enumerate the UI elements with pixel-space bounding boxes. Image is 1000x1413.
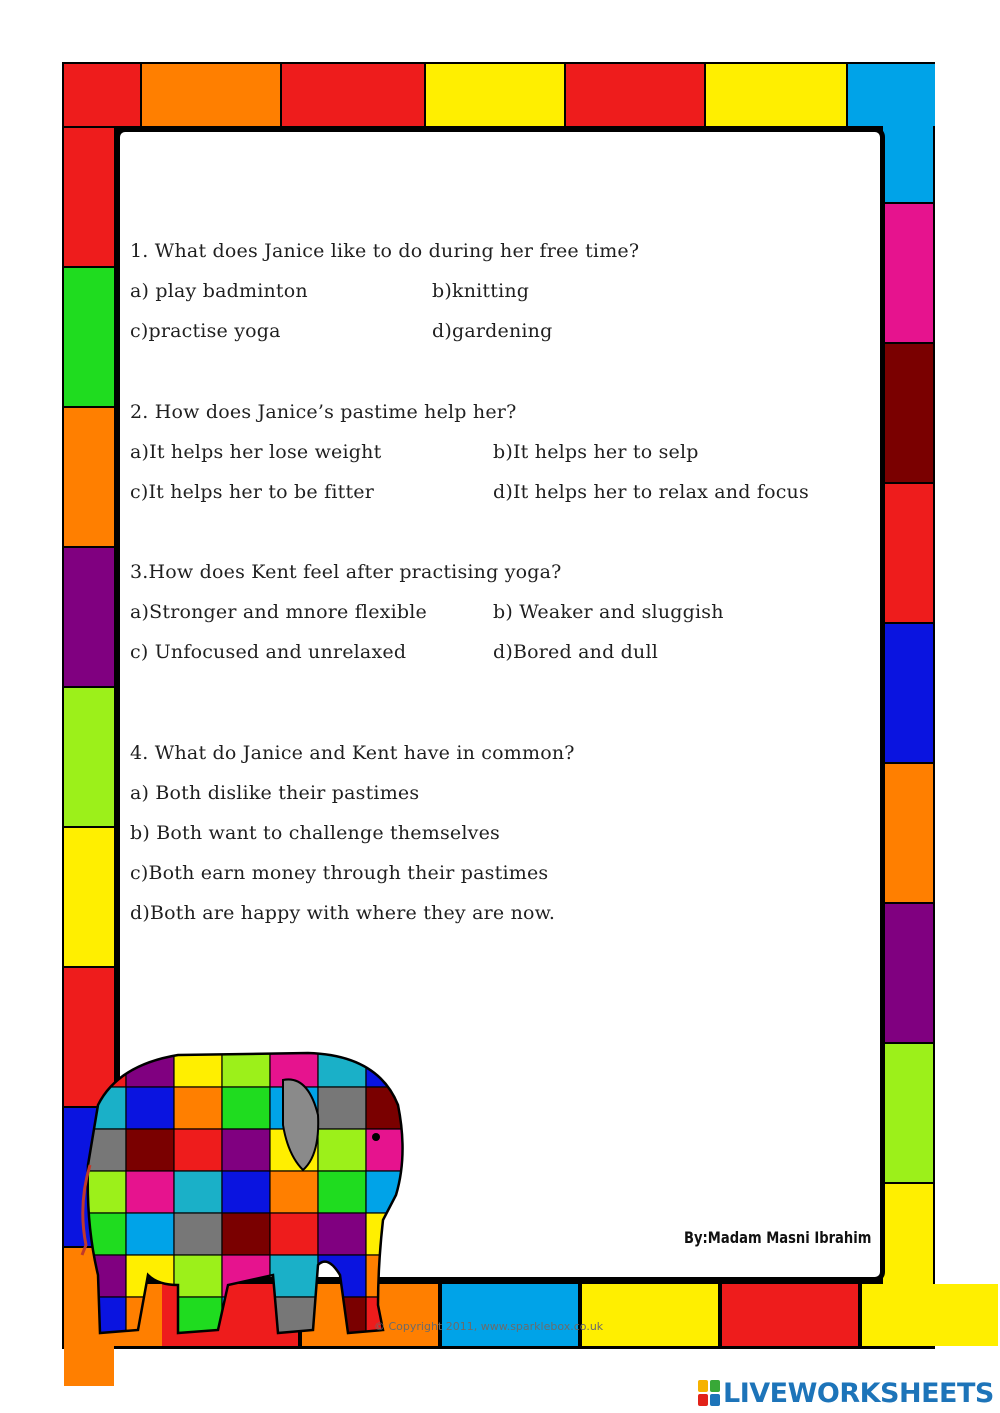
q4-option-c[interactable]: c)Both earn money through their pastimes: [130, 862, 549, 884]
border-tile: [722, 1284, 858, 1346]
elephant-patch: [222, 1129, 270, 1171]
border-tile: [883, 344, 933, 482]
border-tile: [706, 64, 846, 126]
border-tile: [64, 64, 140, 126]
border-tile: [883, 1044, 933, 1182]
border-tile: [883, 904, 933, 1042]
q3-option-b[interactable]: b) Weaker and sluggish: [493, 601, 724, 623]
elephant-patch: [78, 1339, 126, 1340]
elephant-patch: [366, 1339, 408, 1340]
border-tile: [582, 1284, 718, 1346]
border-tile: [883, 764, 933, 902]
border-tile: [64, 128, 114, 266]
elephant-patch: [318, 1213, 366, 1255]
q1-option-b[interactable]: b)knitting: [432, 280, 530, 302]
question-4: 4. What do Janice and Kent have in common?: [130, 742, 575, 764]
border-tile: [64, 688, 114, 826]
elephant-patch: [174, 1045, 222, 1087]
elephant-patch: [270, 1171, 318, 1213]
border-tile: [862, 1284, 998, 1346]
question-3: 3.How does Kent feel after practising yoga?: [130, 561, 562, 583]
border-tile: [883, 204, 933, 342]
elephant-patch: [126, 1339, 174, 1340]
elephant-patch: [126, 1129, 174, 1171]
elephant-patch: [126, 1213, 174, 1255]
elephant-patch: [78, 1255, 126, 1297]
q2-option-a[interactable]: a)It helps her lose weight: [130, 441, 382, 463]
elephant-patch: [222, 1171, 270, 1213]
elephant-patch: [222, 1339, 270, 1340]
border-tile: [883, 624, 933, 762]
q2-option-d[interactable]: d)It helps her to relax and focus: [493, 481, 809, 503]
border-tile: [566, 64, 704, 126]
q2-option-b[interactable]: b)It helps her to selp: [493, 441, 699, 463]
logo-text: LIVEWORKSHEETS: [723, 1377, 994, 1409]
border-tile: [883, 64, 933, 202]
q3-option-a[interactable]: a)Stronger and mnore flexible: [130, 601, 427, 623]
elephant-patch: [222, 1087, 270, 1129]
liveworksheets-logo-icon: [698, 1380, 720, 1406]
border-tile: [883, 484, 933, 622]
patchwork-elephant-illustration: [78, 1045, 408, 1340]
q1-option-a[interactable]: a) play badminton: [130, 280, 308, 302]
q4-option-d[interactable]: d)Both are happy with where they are now.: [130, 902, 556, 924]
elephant-patch: [366, 1171, 408, 1213]
border-tile: [64, 548, 114, 686]
question-2: 2. How does Janice’s pastime help her?: [130, 401, 517, 423]
elephant-patch: [174, 1255, 222, 1297]
elephant-patch: [126, 1087, 174, 1129]
author-credit: By:Madam Masni Ibrahim: [684, 1228, 872, 1247]
q3-option-d[interactable]: d)Bored and dull: [493, 641, 659, 663]
elephant-patch: [318, 1087, 366, 1129]
copyright-notice: © Copyright 2011, www.sparklebox.co.uk: [374, 1320, 604, 1333]
elephant-patch: [270, 1213, 318, 1255]
elephant-patch: [174, 1339, 222, 1340]
border-tile: [282, 64, 424, 126]
elephant-patch: [174, 1213, 222, 1255]
border-tile: [442, 1284, 578, 1346]
q2-option-c[interactable]: c)It helps her to be fitter: [130, 481, 375, 503]
elephant-patch: [126, 1045, 174, 1087]
elephant-patch: [78, 1087, 126, 1129]
elephant-patch: [78, 1129, 126, 1171]
liveworksheets-logo[interactable]: [698, 1377, 994, 1409]
elephant-patch: [318, 1171, 366, 1213]
elephant-patch: [270, 1339, 318, 1340]
elephant-patch: [270, 1255, 318, 1297]
elephant-patch: [318, 1129, 366, 1171]
elephant-patch: [318, 1045, 366, 1087]
elephant-patch: [174, 1171, 222, 1213]
q1-option-c[interactable]: c)practise yoga: [130, 320, 281, 342]
elephant-patch: [318, 1339, 366, 1340]
elephant-patch: [174, 1087, 222, 1129]
border-tile: [64, 268, 114, 406]
elephant-patch: [222, 1297, 270, 1339]
q4-option-a[interactable]: a) Both dislike their pastimes: [130, 782, 420, 804]
elephant-patch: [366, 1255, 408, 1297]
elephant-patch: [222, 1045, 270, 1087]
border-tile: [426, 64, 564, 126]
elephant-patch: [126, 1297, 174, 1339]
border-tile: [64, 828, 114, 966]
border-tile: [64, 408, 114, 546]
q1-option-d[interactable]: d)gardening: [432, 320, 553, 342]
q3-option-c[interactable]: c) Unfocused and unrelaxed: [130, 641, 407, 663]
q4-option-b[interactable]: b) Both want to challenge themselves: [130, 822, 500, 844]
elephant-patch: [366, 1045, 408, 1087]
question-1: 1. What does Janice like to do during her free time?: [130, 240, 640, 262]
elephant-patch: [174, 1129, 222, 1171]
elephant-patch: [366, 1213, 408, 1255]
elephant-patch: [126, 1171, 174, 1213]
border-tile: [142, 64, 280, 126]
elephant-patch: [222, 1213, 270, 1255]
